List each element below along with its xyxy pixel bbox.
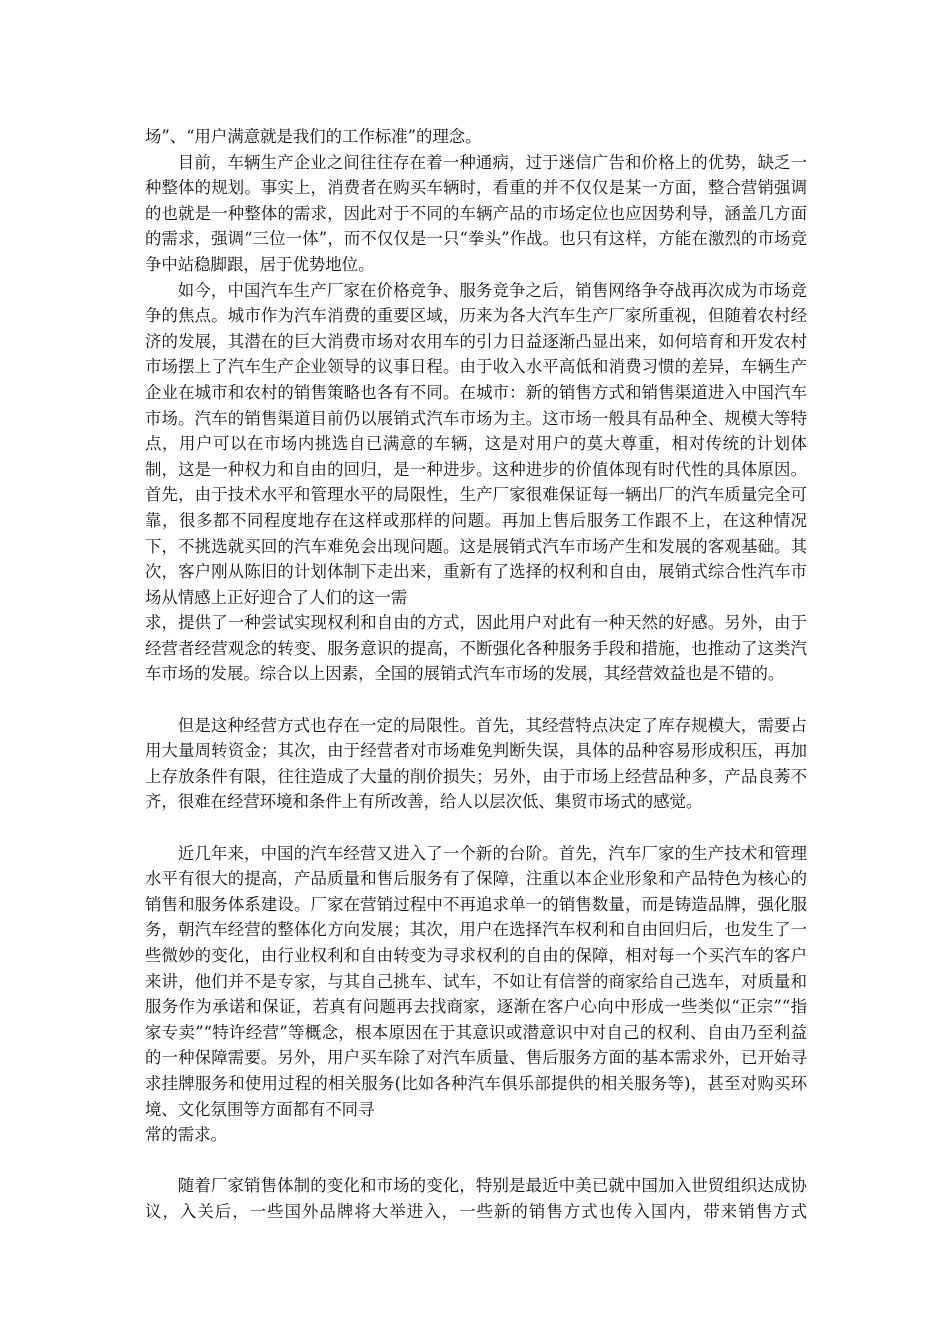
paragraph-2: 目前，车辆生产企业之间往往存在着一种通病，过于迷信广告和价格上的优势，缺乏一种整体的规划。事实上，消费者在购买车辆时，看重的并不仅仅是某一方面，整合营销强调的也就是一种整体的需求，因此对于不同的车辆产品的市场定位也应因势利导，涵盖几方面的需求，强调“三位一体”，而不仅仅是一只“拳头”作战。也只有这样，方能在激烈的市场竞争中站稳脚跟，居于优势地位。	[145, 152, 807, 274]
paragraph-spacer	[145, 815, 807, 841]
paragraph-5: 近几年来，中国的汽车经营又进入了一个新的台阶。首先，汽车厂家的生产技术和管理水平有很大的提高，产品质量和售后服务有了保障，注重以本企业形象和产品特色为核心的销售和服务体系建设。厂家在营销过程中不再追求单一的销售数量，而是铸造品牌，强化服务，朝汽车经营的整体化方向发展；其次，用户在选择汽车权利和自由回归后，也发生了一些微妙的变化，由行业权利和自由转变为寻求权利的自由的保障，相对每一个买汽车的客户来讲，他们并不是专家，与其自己挑车、试车，不如让有信誉的商家给自己选车，对质量和服务作为承诺和保证，若真有问题再去找商家，逐渐在客户心向中形成一些类似“正宗”“指家专卖”“特许经营”等概念，根本原因在于其意识或潜意识中对自己的权利、自由乃至利益的一种保障需要。另外，用户买车除了对汽车质量、售后服务方面的基本需求外，已开始寻求挂牌服务和使用过程的相关服务(比如各种汽车俱乐部提供的相关服务等)，甚至对购买环境、文化氛围等方面都有不同寻	[145, 843, 807, 1119]
paragraph-spacer	[145, 687, 807, 713]
paragraph-6: 随着厂家销售体制的变化和市场的变化，特别是最近中美已就中国加入世贸组织达成协议，入关后，一些国外品牌将大举进入，一些新的销售方式也传入国内，带来销售方式	[145, 1176, 807, 1221]
paragraph-5-continuation: 常的需求。	[145, 1125, 227, 1145]
paragraph-3-continuation: 求，提供了一种尝试实现权利和自由的方式，因此用户对此有一种天然的好感。另外，由于经营者经营观念的转变、服务意识的提高，不断强化各种服务手段和措施，也推动了这类汽车市场的发展。综合以上因素，全国的展销式汽车市场的发展，其经营效益也是不错的。	[145, 613, 807, 684]
paragraph-spacer	[145, 1148, 807, 1174]
document-page	[145, 124, 807, 1225]
paragraph-3: 如今，中国汽车生产厂家在价格竞争、服务竞争之后，销售网络争夺战再次成为市场竞争的焦点。城市作为汽车消费的重要区域，历来为各大汽车生产厂家所重视，但随着农村经济的发展，其潜在的巨大消费市场对农用车的引力日益逐渐凸显出来，如何培育和开发农村市场摆上了汽车生产企业领导的议事日程。由于收入水平高低和消费习惯的差异，车辆生产企业在城市和农村的销售策略也各有不同。在城市：新的销售方式和销售渠道进入中国汽车市场。汽车的销售渠道目前仍以展销式汽车市场为主。这市场一般具有品种全、规模大等特点，用户可以在市场内挑选自已满意的车辆，这是对用户的莫大尊重，相对传统的计划体制，这是一种权力和自由的回归，是一种进步。这种进步的价值体现有时代性的具体原因。首先，由于技术水平和管理水平的局限性，生产厂家很难保证每一辆出厂的汽车质量完全可靠，很多都不同程度地存在这样或那样的问题。再加上售后服务工作跟不上，在这种情况下，不挑选就买回的汽车难免会出现问题。这是展销式汽车市场产生和发展的客观基础。其次，客户刚从陈旧的计划体制下走出来，重新有了选择的权利和自由，展销式综合性汽车市场从情感上正好迎合了人们的这一需	[145, 280, 807, 607]
paragraph-4: 但是这种经营方式也存在一定的局限性。首先，其经营特点决定了库存规模大，需要占用大量周转资金；其次，由于经营者对市场难免判断失误，具体的品种容易形成积压，再加上存放条件有限，往往造成了大量的削价损失；另外，由于市场上经营品种多，产品良莠不齐，很难在经营环境和条件上有所改善，给人以层次低、集贸市场式的感觉。	[145, 715, 807, 812]
paragraph-1: 场”、“用户满意就是我们的工作标准”的理念。	[145, 127, 482, 146]
